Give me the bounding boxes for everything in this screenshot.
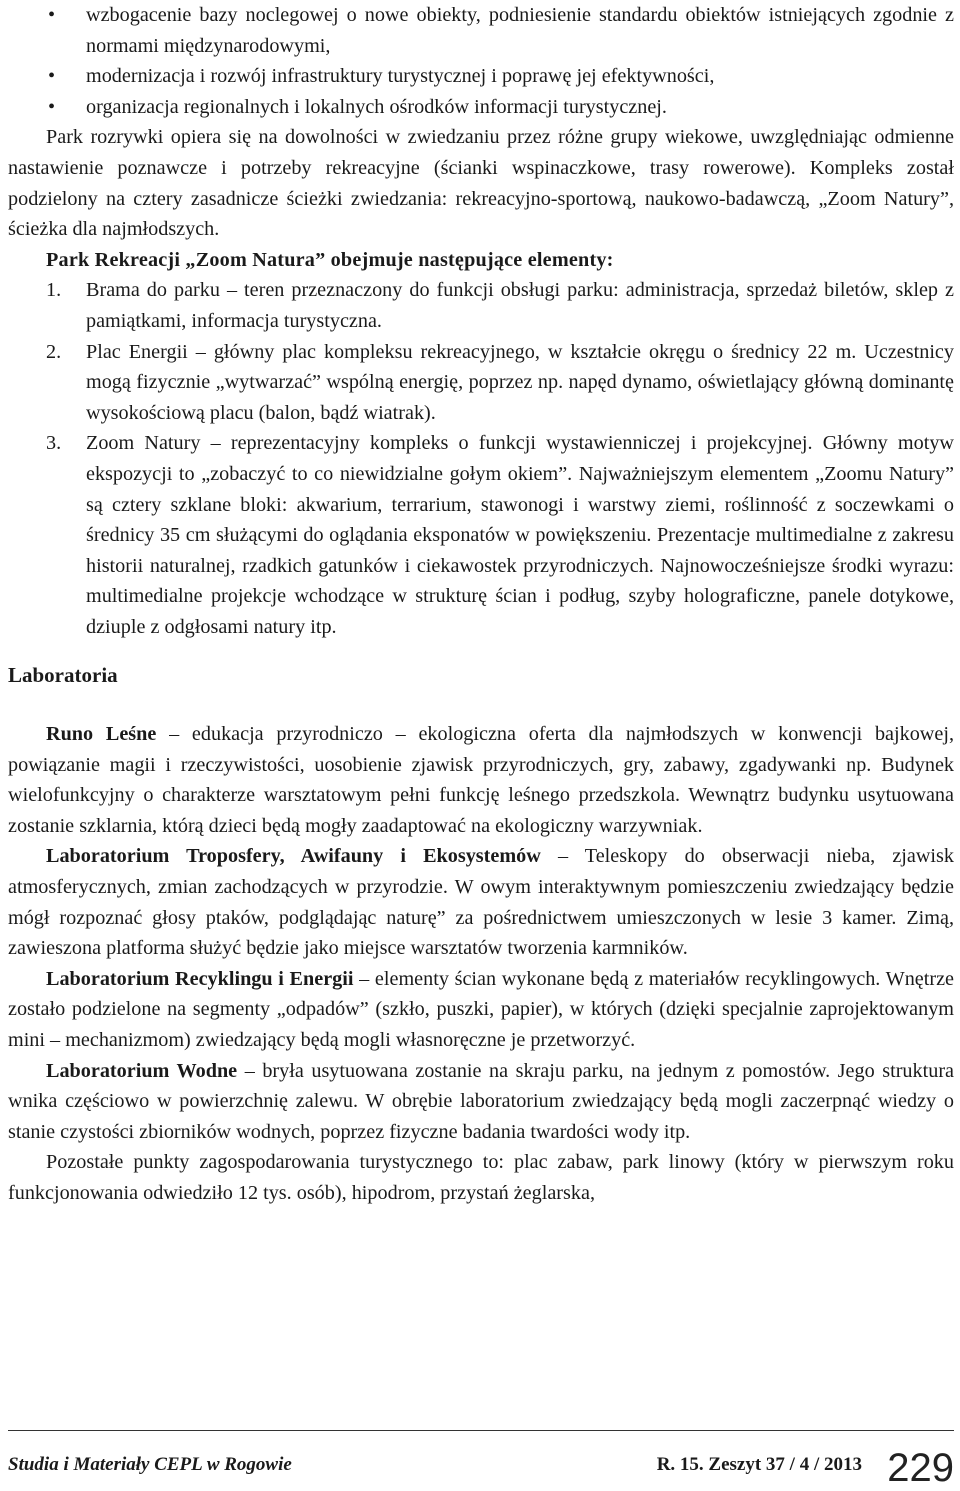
document-page xyxy=(8,0,954,1209)
objectives-list xyxy=(8,0,954,122)
lab-paragraph xyxy=(8,964,954,1056)
journal-title: Studia i Materiały CEPL w Rogowie xyxy=(8,1454,292,1475)
lab-name: Laboratorium Recyklingu i Energii xyxy=(46,967,354,990)
item-text: Plac Energii – główny plac kompleksu rekreacyjnego, w kształcie okręgu o średnicy 22 m. Uczestnicy mogą fizycznie „wytwarzać” wspólną energię, poprzez np. napęd dynamo, oświetlający główną dominantę wysokościową placu (balon, bądź wiatrak). xyxy=(86,340,954,424)
list-item xyxy=(8,337,954,429)
issue-info: R. 15. Zeszyt 37 / 4 / 2013 xyxy=(656,1454,862,1475)
list-item: • wzbogacenie bazy noclegowej o nowe obiekty, podniesienie standardu obiektów istniejących zgodnie z normami międzynarodowymi, xyxy=(8,0,954,61)
lab-description: – edukacja przyrodniczo – ekologiczna oferta dla najmłodszych w konwencji bajkowej, powiązanie magii i rzeczywistości, uosobienie zjawisk przyrodniczych, gry, zabawy, zgadywanki np. Budynek wielofunkcyjny o charakterze warsztatowym pełni funkcję leśnego przedszkola. Wewnątrz budynku usytuowana zostanie szklarnia, którą dzieci będą mogły zaadaptować na ekologiczny warzywniak. xyxy=(8,723,954,837)
lab-description: – Teleskopy do obserwacji nieba, zjawisk atmosferycznych, zmian zachodzących w przyrodzie. W owym interaktywnym pomieszczeniu zwiedzający będzie mógł rozpoznać głosy ptaków, podglądając naturę” za pośrednictwem umieszczonych w lesie 3 kamer. Zimą, zawieszona platforma służyć będzie jako miejsce warsztatów tworzenia karmników. xyxy=(8,845,954,960)
lab-name: Laboratorium Troposfery, Awifauny i Ekosystemów xyxy=(46,845,541,868)
closing-paragraph: Pozostałe punkty zagospodarowania turystycznego to: plac zabaw, park linowy (który w pierwszym roku funkcjonowania odwiedziło 12 tys. osób), hipodrom, przystań żeglarska, xyxy=(8,1151,954,1204)
elements-heading: Park Rekreacji „Zoom Natura” obejmuje następujące elementy: xyxy=(46,248,614,271)
item-number: 3. xyxy=(46,432,62,455)
page-number: 229 xyxy=(887,1446,954,1490)
lab-paragraph xyxy=(8,719,954,841)
elements-list xyxy=(8,275,954,642)
section-heading-laboratoria: Laboratoria xyxy=(8,663,118,688)
footer-divider xyxy=(8,1430,954,1431)
lab-paragraph xyxy=(8,1056,954,1148)
list-item xyxy=(8,428,954,642)
page-footer xyxy=(8,1446,954,1490)
item-number: 1. xyxy=(46,279,62,302)
item-number: 2. xyxy=(46,340,62,363)
list-item xyxy=(8,275,954,336)
item-text: Brama do parku – teren przeznaczony do funkcji obsługi parku: administracja, sprzedaż biletów, sklep z pamiątkami, informacja turystyczna. xyxy=(86,279,954,332)
lab-description: – bryła usytuowana zostanie na skraju parku, na jednym z pomostów. Jego struktura wnika częściowo w powierzchnię zalewu. W obrębie laboratorium zwiedzający będą mogli zaczerpnąć wiedzy o stanie czystości zbiorników wodnych, poprzez fizyczne badania twardości wody itp. xyxy=(8,1059,954,1143)
list-item: • organizacja regionalnych i lokalnych ośrodków informacji turystycznej. xyxy=(8,92,954,123)
lab-description: – elementy ścian wykonane będą z materiałów recyklingowych. Wnętrze zostało podzielone na segmenty „odpadów” (szkło, puszki, papier), w których (dzięki specjalnie zaprojektowanym mini – mechanizmom) zwiedzający będą mogli własnoręczne je przetworzyć. xyxy=(8,967,955,1051)
lab-name: Runo Leśne xyxy=(46,723,157,746)
intro-paragraph: Park rozrywki opiera się na dowolności w zwiedzaniu przez różne grupy wiekowe, uwzględniając odmienne nastawienie poznawcze i potrzeby rekreacyjne (ścianki wspinaczkowe, trasy rowerowe). Kompleks został podzielony na cztery zasadnicze ścieżki zwiedzania: rekreacyjno-sportową, naukowo-badawczą, „Zoom Natury”, ścieżka dla najmłodszych. xyxy=(8,126,954,241)
lab-paragraph xyxy=(8,841,954,963)
lab-name: Laboratorium Wodne xyxy=(46,1059,238,1082)
list-item: • modernizacja i rozwój infrastruktury turystycznej i poprawę jej efektywności, xyxy=(8,61,954,92)
item-text: Zoom Natury – reprezentacyjny kompleks o funkcji wystawienniczej i projekcyjnej. Główny motyw ekspozycji to „zobaczyć to co niewidzialne gołym okiem”. Najważniejszym elementem „Zoomu Natury” są cztery szklane bloki: akwarium, terrarium, stawonogi i warstwy ziemi, roślinność z soczewkami o średnicy 35 cm służącymi do oglądania eksponatów w powiększeniu. Prezentacje multimedialne z zakresu historii naturalnej, rzadkich gatunków i ciekawostek przyrodniczych. Najnowocześniejsze środki wyrazu: multimedialne projekcje wchodzące w strukturę ścian i podług, szyby holograficzne, panele dotykowe, dziuple z odgłosami natury itp. xyxy=(86,432,954,638)
